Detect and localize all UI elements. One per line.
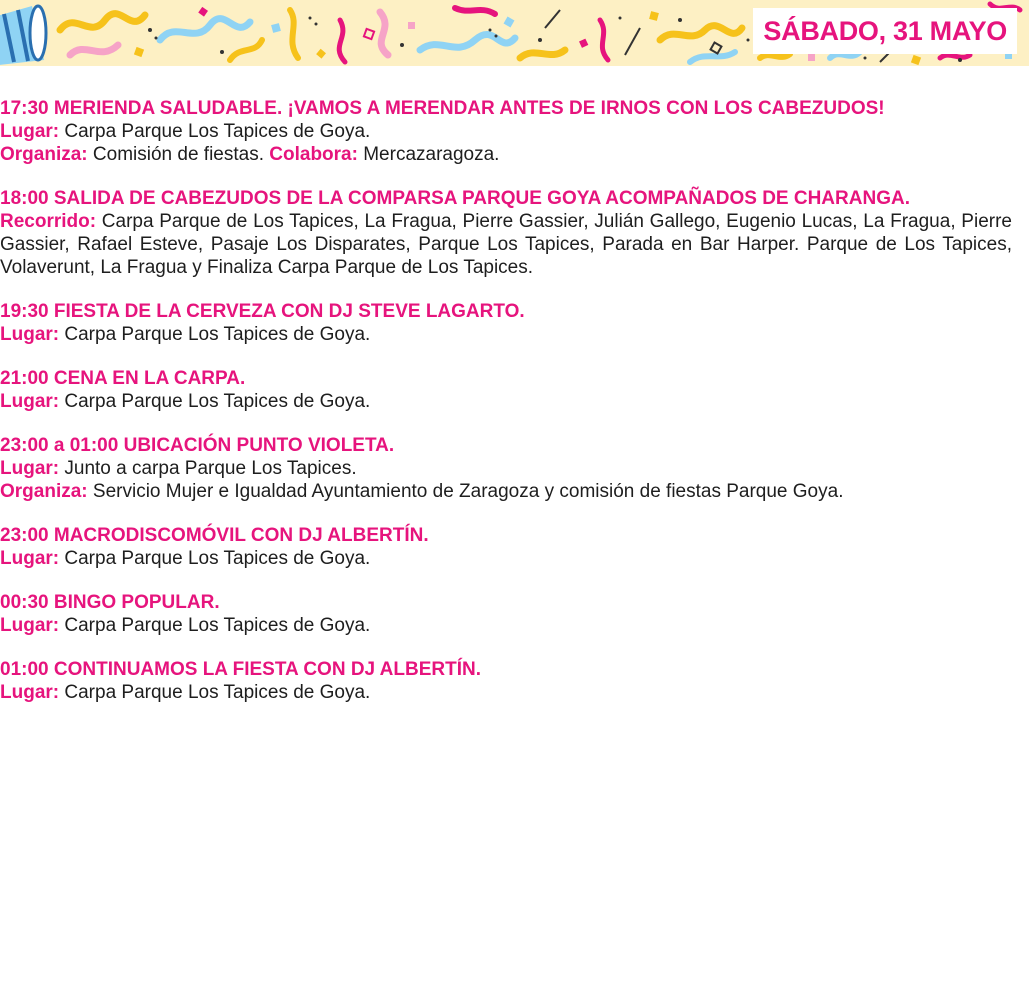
event-title: 18:00 SALIDA DE CABEZUDOS DE LA COMPARSA PARQUE GOYA ACOMPAÑADOS DE CHARANGA. xyxy=(0,188,910,209)
event-schedule xyxy=(0,97,1012,725)
detail-label: Lugar: xyxy=(0,324,60,345)
detail-text: Comisión de fiestas. xyxy=(87,144,270,165)
detail-text: Carpa Parque Los Tapices de Goya. xyxy=(59,682,371,703)
detail-label: Lugar: xyxy=(0,121,60,142)
detail-label: Lugar: xyxy=(0,458,60,479)
detail-label: Recorrido: xyxy=(0,211,97,232)
event-title: 01:00 CONTINUAMOS LA FIESTA CON DJ ALBERTÍN. xyxy=(0,659,482,680)
event-detail xyxy=(0,120,1012,143)
detail-label: Lugar: xyxy=(0,682,60,703)
confetti-banner xyxy=(0,0,1029,66)
detail-text: Servicio Mujer e Igualdad Ayuntamiento de Zaragoza y comisión de fiestas Parque Goya. xyxy=(87,481,844,502)
detail-text: Carpa Parque de Los Tapices, La Fragua, Pierre Gassier, Julián Gallego, Eugenio Lucas, La Fragua, Pierre Gassier, Rafael Esteve, Pasaje Los Disparates, Parque Los Tapices, Parada en Bar Harper. Parque de Los Tapices, Volaverunt, La Fragua y Finaliza Carpa Parque de Los Tapices. xyxy=(0,211,1012,278)
date-label: SÁBADO, 31 MAYO xyxy=(753,8,1017,54)
party-popper-icon xyxy=(0,6,46,66)
event-detail xyxy=(0,681,1012,704)
detail-text: Mercazaragoza. xyxy=(357,144,500,165)
event-detail xyxy=(0,323,1012,346)
detail-text: Carpa Parque Los Tapices de Goya. xyxy=(59,121,371,142)
event-item xyxy=(0,591,1012,637)
event-detail xyxy=(0,390,1012,413)
detail-text: Carpa Parque Los Tapices de Goya. xyxy=(59,324,371,345)
detail-text: Junto a carpa Parque Los Tapices. xyxy=(59,458,357,479)
detail-text: Carpa Parque Los Tapices de Goya. xyxy=(59,615,371,636)
event-item xyxy=(0,658,1012,704)
detail-label: Lugar: xyxy=(0,615,60,636)
detail-label: Lugar: xyxy=(0,391,60,412)
event-title: 23:00 a 01:00 UBICACIÓN PUNTO VIOLETA. xyxy=(0,435,395,456)
event-item xyxy=(0,524,1012,570)
event-title: 23:00 MACRODISCOMÓVIL CON DJ ALBERTÍN. xyxy=(0,525,429,546)
detail-label: Lugar: xyxy=(0,548,60,569)
event-title: 21:00 CENA EN LA CARPA. xyxy=(0,368,246,389)
event-detail xyxy=(0,547,1012,570)
event-item xyxy=(0,97,1012,166)
detail-text: Carpa Parque Los Tapices de Goya. xyxy=(59,391,371,412)
event-item xyxy=(0,434,1012,503)
event-detail xyxy=(0,457,1012,480)
event-item xyxy=(0,300,1012,346)
detail-text: Carpa Parque Los Tapices de Goya. xyxy=(59,548,371,569)
detail-label: Organiza: xyxy=(0,144,88,165)
event-title: 00:30 BINGO POPULAR. xyxy=(0,592,220,613)
detail-label: Organiza: xyxy=(0,481,88,502)
detail-label: Colabora: xyxy=(269,144,358,165)
event-title: 19:30 FIESTA DE LA CERVEZA CON DJ STEVE LAGARTO. xyxy=(0,301,525,322)
event-item xyxy=(0,367,1012,413)
event-title: 17:30 MERIENDA SALUDABLE. ¡VAMOS A MERENDAR ANTES DE IRNOS CON LOS CABEZUDOS! xyxy=(0,98,885,119)
event-detail xyxy=(0,210,1012,279)
event-detail xyxy=(0,480,1012,503)
event-detail xyxy=(0,614,1012,637)
event-item xyxy=(0,187,1012,279)
event-detail xyxy=(0,143,1012,166)
